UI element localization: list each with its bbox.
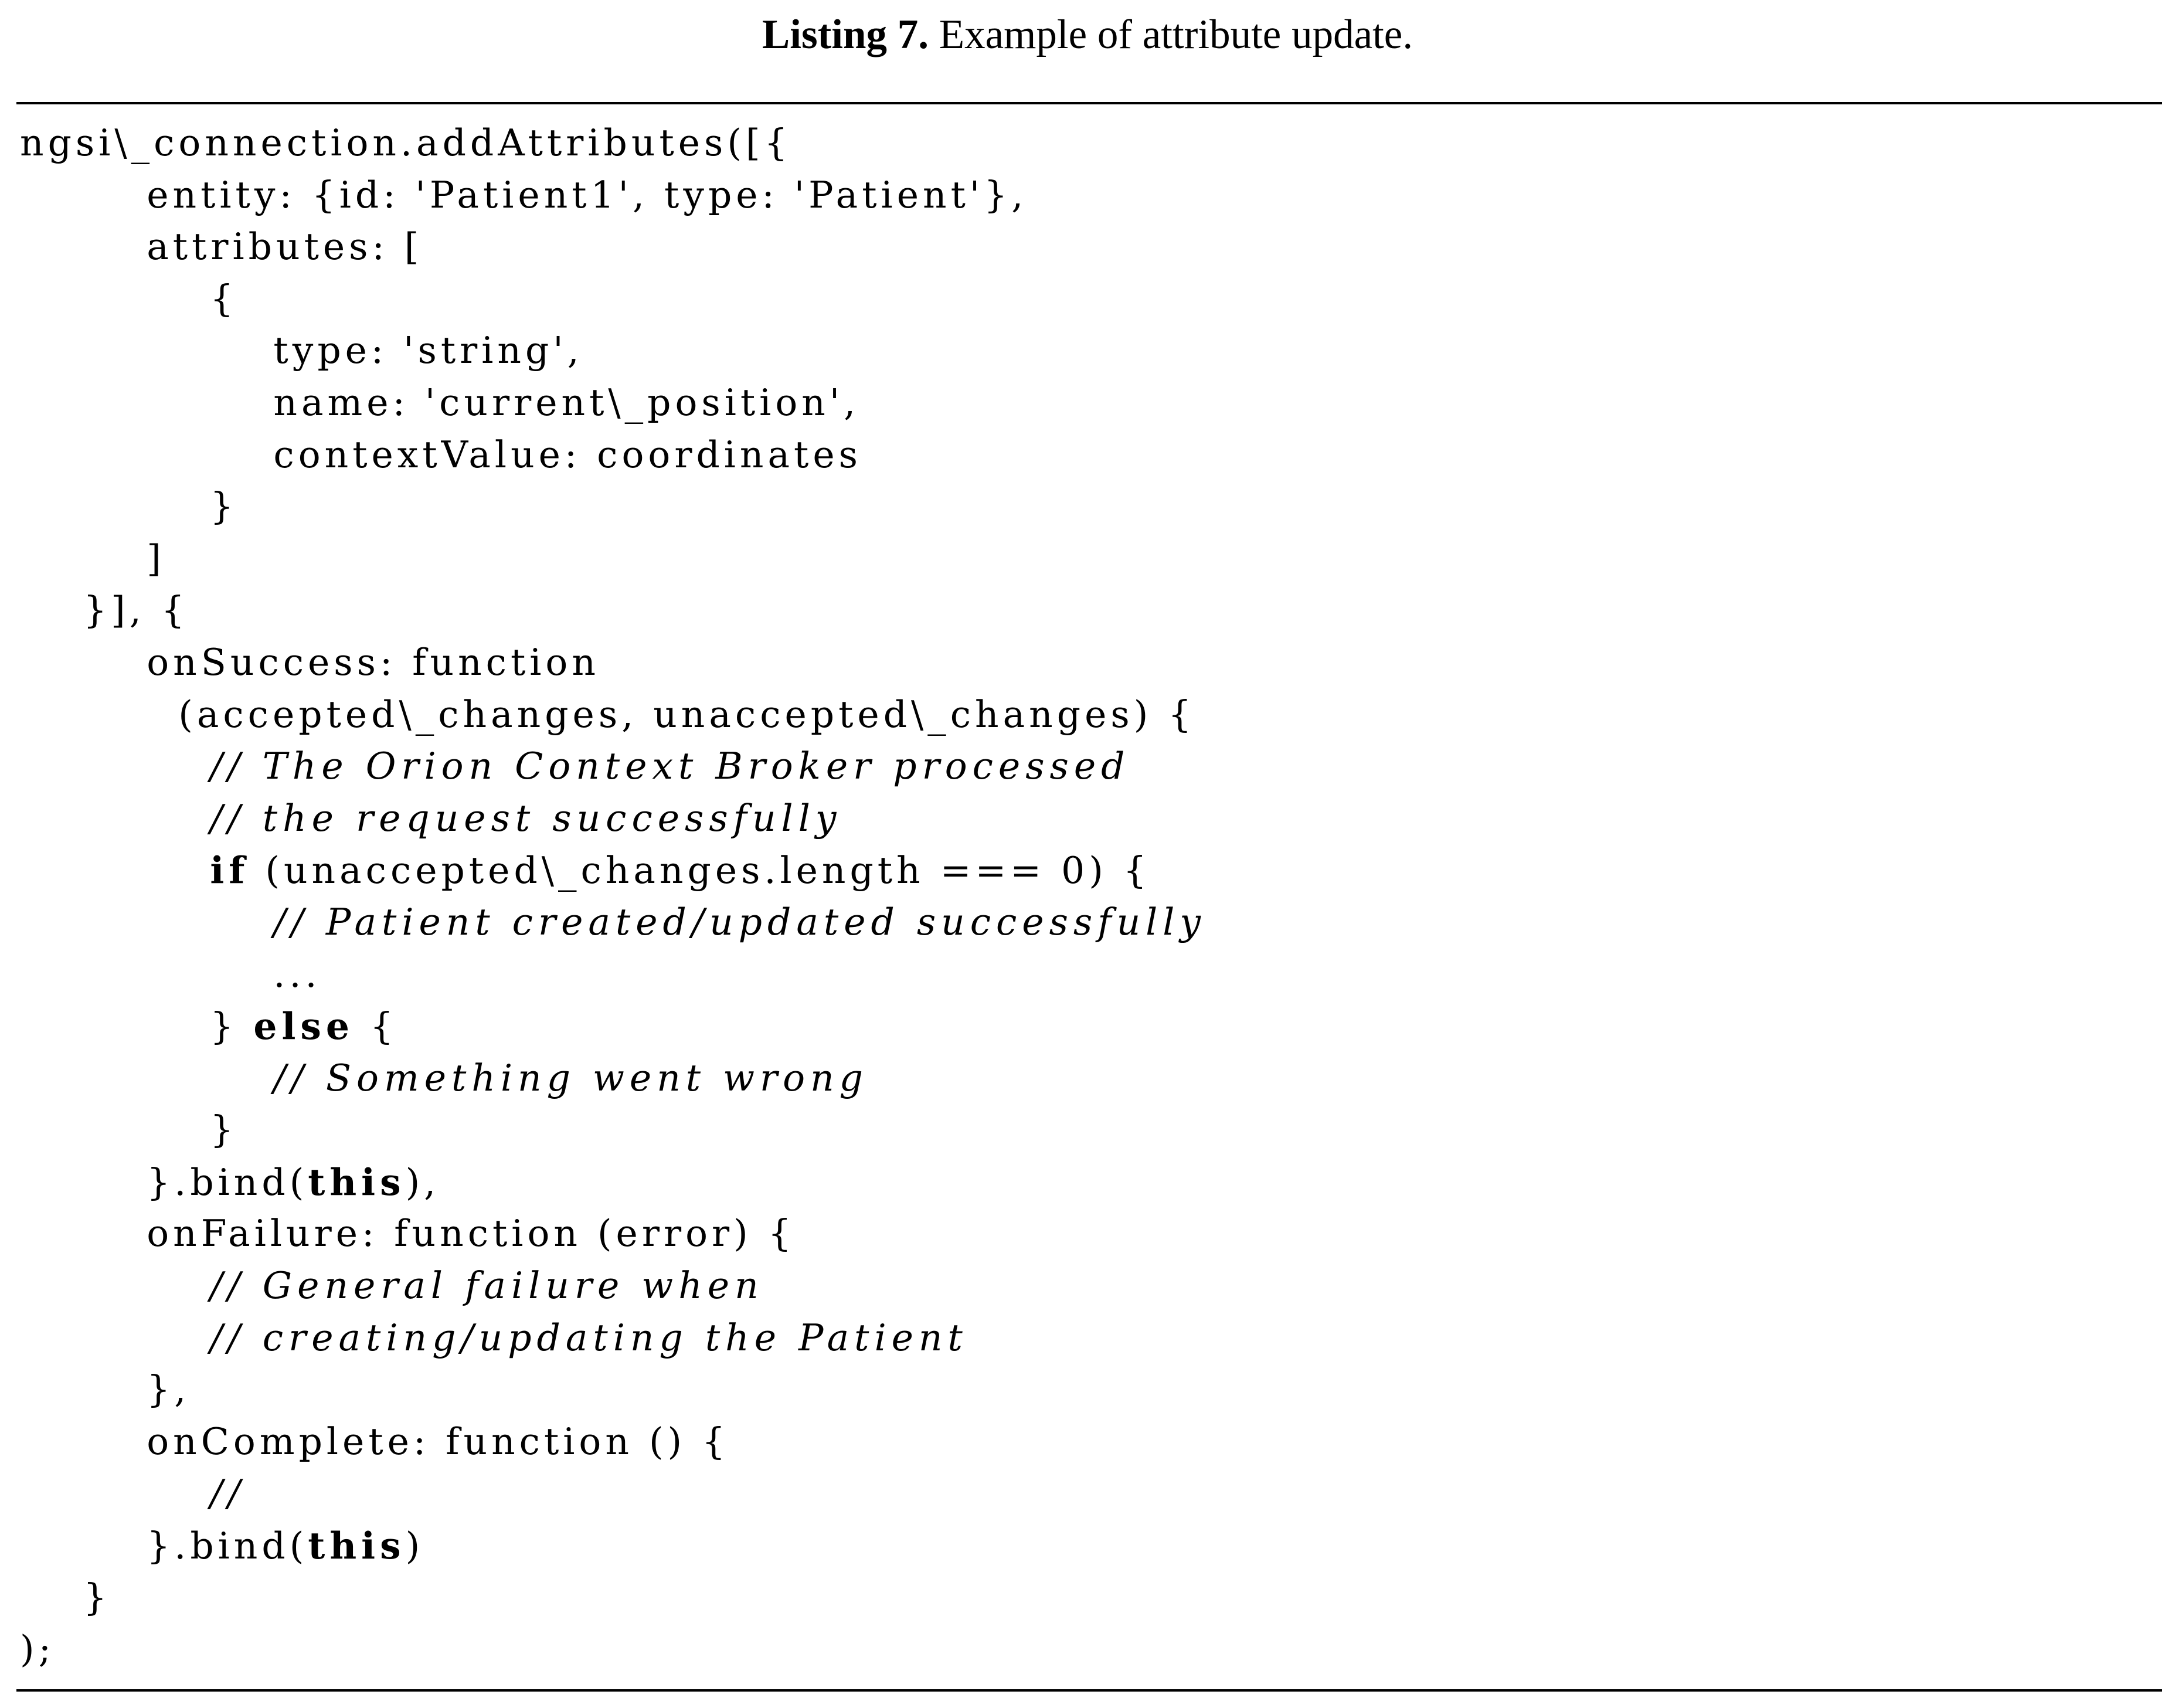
- code-text: }: [20, 485, 238, 528]
- caption-text: Example of attribute update.: [929, 12, 1413, 57]
- caption-label: Listing 7.: [762, 12, 929, 57]
- code-comment: // The Orion Context Broker processed: [210, 745, 1130, 788]
- code-text: [20, 849, 210, 892]
- code-text: }], {: [20, 589, 189, 632]
- code-line: [20, 221, 2154, 273]
- code-line: [20, 1468, 2154, 1520]
- code-line: [20, 1572, 2154, 1624]
- code-text: [20, 745, 210, 787]
- code-line: [20, 1624, 2154, 1676]
- code-line: [20, 844, 2154, 897]
- code-comment: //: [210, 1472, 246, 1515]
- code-text: ),: [405, 1160, 440, 1204]
- code-comment: // the request successfully: [210, 796, 842, 840]
- code-line: [20, 1104, 2154, 1156]
- code-text: ...: [20, 952, 321, 996]
- code-text: onComplete: function () {: [20, 1420, 730, 1463]
- code-text: ]: [20, 536, 165, 580]
- code-text: type: 'string',: [20, 329, 583, 372]
- code-text: );: [20, 1628, 55, 1671]
- bottom-rule: [16, 1689, 2162, 1692]
- code-line: [20, 689, 2154, 741]
- code-text: onFailure: function (error) {: [20, 1212, 796, 1255]
- code-line: [20, 325, 2154, 377]
- code-text: },: [20, 1368, 191, 1411]
- code-line: [20, 637, 2154, 689]
- code-line: [20, 897, 2154, 949]
- code-text: {: [354, 1005, 398, 1048]
- code-text: }: [20, 1575, 111, 1619]
- code-text: [20, 1264, 210, 1307]
- code-text: }: [20, 1108, 238, 1152]
- code-text: }: [20, 1005, 254, 1048]
- code-comment: // General failure when: [210, 1264, 764, 1308]
- code-keyword: else: [253, 1004, 354, 1048]
- top-rule: [16, 102, 2162, 104]
- code-line: [20, 585, 2154, 637]
- code-line: [20, 949, 2154, 1001]
- code-text: [20, 1057, 273, 1099]
- code-text: [20, 901, 273, 943]
- code-line: [20, 741, 2154, 793]
- code-listing: [20, 117, 2154, 1676]
- code-text: onSuccess: function: [20, 640, 600, 684]
- code-line: [20, 377, 2154, 429]
- code-comment: // creating/updating the Patient: [210, 1316, 968, 1359]
- code-text: ): [405, 1524, 424, 1568]
- code-line: [20, 793, 2154, 845]
- code-line: [20, 1520, 2154, 1572]
- code-keyword: this: [308, 1524, 406, 1568]
- code-text: [20, 797, 210, 840]
- code-text: ngsi\_connection.addAttributes([{: [20, 121, 792, 164]
- code-text: entity: {id: 'Patient1', type: 'Patient'},: [20, 173, 1028, 216]
- code-text: }.bind(: [20, 1524, 308, 1568]
- code-line: [20, 429, 2154, 481]
- code-text: name: 'current\_position',: [20, 381, 860, 424]
- code-line: [20, 1052, 2154, 1105]
- code-line: [20, 1260, 2154, 1312]
- code-text: (unaccepted\_changes.length === 0) {: [249, 849, 1151, 892]
- code-text: [20, 1316, 210, 1359]
- code-line: [20, 1156, 2154, 1208]
- code-line: [20, 169, 2154, 222]
- code-line: [20, 273, 2154, 325]
- code-line: [20, 1364, 2154, 1416]
- code-line: [20, 117, 2154, 169]
- code-line: [20, 533, 2154, 585]
- code-text: }.bind(: [20, 1160, 308, 1204]
- code-text: {: [20, 277, 238, 320]
- code-keyword: this: [308, 1160, 406, 1204]
- code-line: [20, 1208, 2154, 1260]
- code-comment: // Patient created/updated successfully: [273, 900, 1207, 943]
- code-line: [20, 1000, 2154, 1052]
- listing-caption: [0, 8, 2175, 61]
- code-line: [20, 1416, 2154, 1468]
- code-line: [20, 1312, 2154, 1364]
- code-text: contextValue: coordinates: [20, 433, 862, 476]
- code-text: attributes: [: [20, 225, 423, 269]
- code-keyword: if: [210, 848, 250, 892]
- code-text: (accepted\_changes, unaccepted\_changes) {: [20, 692, 1196, 736]
- code-text: [20, 1472, 210, 1515]
- code-comment: // Something went wrong: [273, 1056, 868, 1099]
- code-line: [20, 481, 2154, 533]
